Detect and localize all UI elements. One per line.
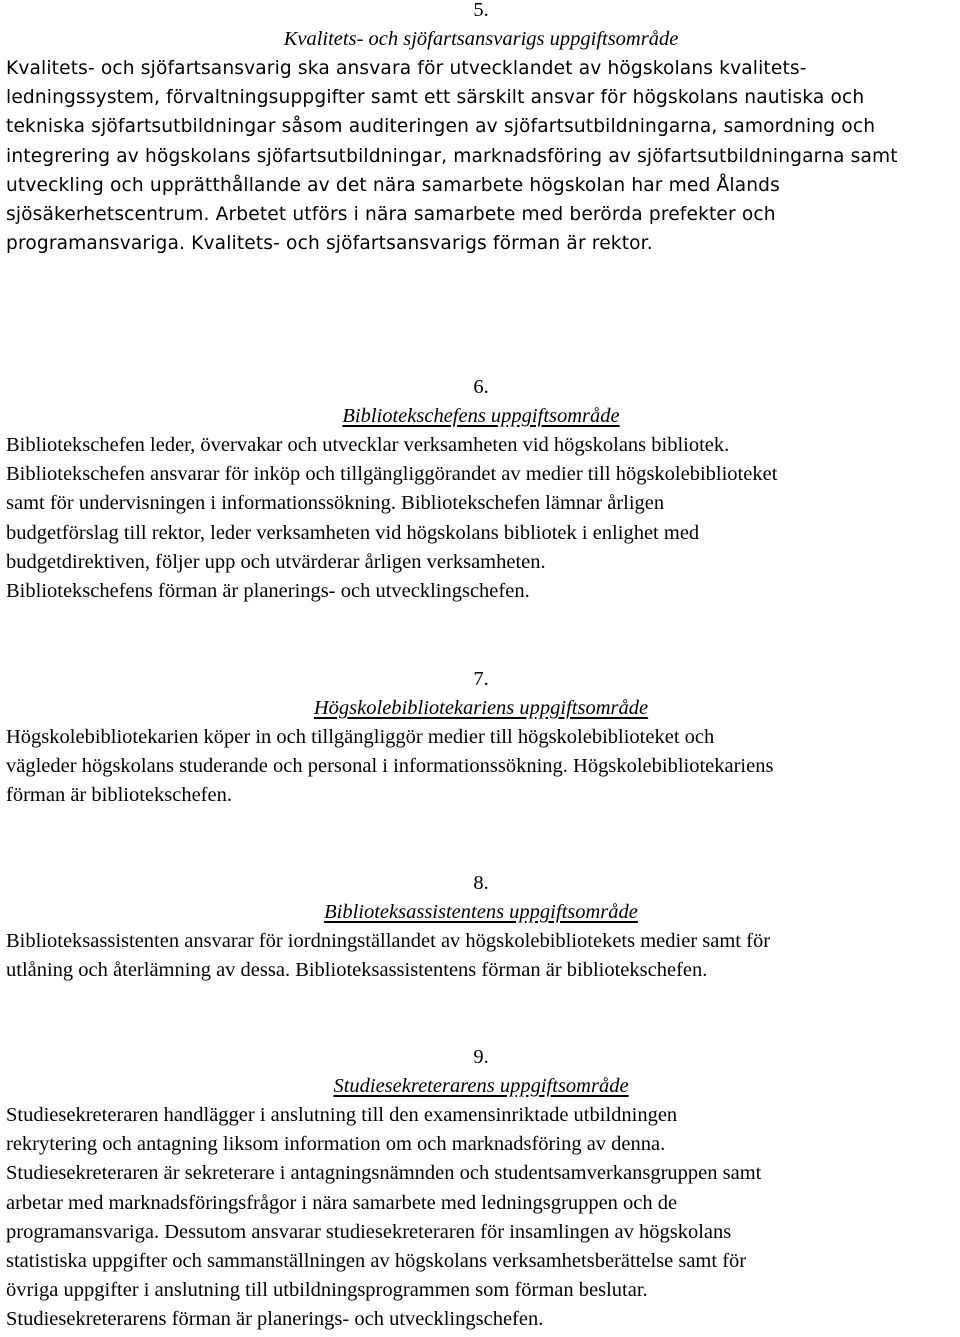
paragraph-line: Bibliotekschefen ansvarar för inköp och tillgängliggörandet av medier till högskolebiblioteket <box>6 463 778 486</box>
paragraph-line: förman är bibliotekschefen. <box>6 784 232 807</box>
section-number: 6. <box>473 376 489 398</box>
paragraph-line: arbetar med marknadsföringsfrågor i nära samarbete med ledningsgruppen och de <box>6 1191 678 1214</box>
section-heading: Bibliotekschefens uppgiftsområde <box>342 405 620 427</box>
paragraph-line: rekrytering och antagning liksom information om och marknadsföring av denna. <box>6 1133 666 1156</box>
section-7 <box>6 665 956 811</box>
paragraph-line: ledningssystem, förvaltningsuppgifter samt ett särskilt ansvar för högskolans nautiska och <box>6 87 865 109</box>
section-5 <box>6 0 956 258</box>
paragraph-line: programansvariga. Kvalitets- och sjöfartsansvarigs förman är rektor. <box>6 233 653 255</box>
section-9 <box>6 1043 956 1335</box>
paragraph-line: Bibliotekschefen leder, övervakar och utvecklar verksamheten vid högskolans bibliotek. <box>6 434 730 456</box>
paragraph-line: Biblioteksassistenten ansvarar för iordningställandet av högskolebibliotekets medier samt för <box>6 930 771 952</box>
section-body <box>6 431 956 606</box>
paragraph-line: integrering av högskolans sjöfartsutbildningar, marknadsföring av sjöfartsutbildningarna samt <box>6 145 898 167</box>
paragraph-line: Studiesekreteraren handlägger i anslutning till den examensinriktade utbildningen <box>6 1104 678 1126</box>
section-8 <box>6 869 956 985</box>
paragraph-line: Bibliotekschefens förman är planerings- och utvecklingschefen. <box>6 579 530 602</box>
section-heading: Högskolebibliotekariens uppgiftsområde <box>313 697 649 719</box>
paragraph-line: Högskolebibliotekarien köper in och tillgängliggör medier till högskolebiblioteket och <box>6 726 715 748</box>
section-body <box>6 723 956 811</box>
paragraph-line: vägleder högskolans studerande och personal i informationssökning. Högskolebibliotekariens <box>6 755 774 778</box>
paragraph-line: utveckling och upprätthållande av det nära samarbete högskolan har med Ålands <box>6 174 780 196</box>
section-body <box>6 927 956 985</box>
paragraph-line: budgetdirektiven, följer upp och utvärderar årligen verksamheten. <box>6 550 546 573</box>
paragraph-line: programansvariga. Dessutom ansvarar studiesekreteraren för insamlingen av högskolans <box>6 1220 732 1243</box>
paragraph-line: samt för undervisningen i informationssökning. Bibliotekschefen lämnar årligen <box>6 492 665 515</box>
paragraph-line: statistiska uppgifter och sammanställningen av högskolans verksamhetsberättelse samt för <box>6 1249 747 1272</box>
paragraph-line: övriga uppgifter i anslutning till utbildningsprogrammen som förman beslutar. <box>6 1279 648 1302</box>
section-number: 9. <box>473 1046 489 1068</box>
section-6 <box>6 373 956 606</box>
section-number: 5. <box>473 0 489 21</box>
paragraph-line: Studiesekreterarens förman är planerings- och utvecklingschefen. <box>6 1308 544 1331</box>
section-body <box>6 54 956 258</box>
paragraph-line: budgetförslag till rektor, leder verksamheten vid högskolans bibliotek i enlighet med <box>6 521 700 544</box>
section-heading: Studiesekreterarens uppgiftsområde <box>333 1075 629 1097</box>
paragraph-line: Studiesekreteraren är sekreterare i antagningsnämnden och studentsamverkansgruppen samt <box>6 1162 762 1185</box>
paragraph-line: utlåning och återlämning av dessa. Biblioteksassistentens förman är bibliotekschefen. <box>6 959 708 982</box>
section-heading: Kvalitets- och sjöfartsansvarigs uppgiftsområde <box>283 28 679 50</box>
section-number: 7. <box>473 668 489 690</box>
section-body <box>6 1101 956 1335</box>
section-number: 8. <box>473 872 489 894</box>
paragraph-line: tekniska sjöfartsutbildningar såsom auditeringen av sjöfartsutbildningarna, samordning och <box>6 116 876 138</box>
section-heading: Biblioteksassistentens uppgiftsområde <box>324 901 638 923</box>
paragraph-line: Kvalitets- och sjöfartsansvarig ska ansvara för utvecklandet av högskolans kvalitets- <box>6 58 807 79</box>
paragraph-line: sjösäkerhetscentrum. Arbetet utförs i nära samarbete med berörda prefekter och <box>6 203 776 225</box>
